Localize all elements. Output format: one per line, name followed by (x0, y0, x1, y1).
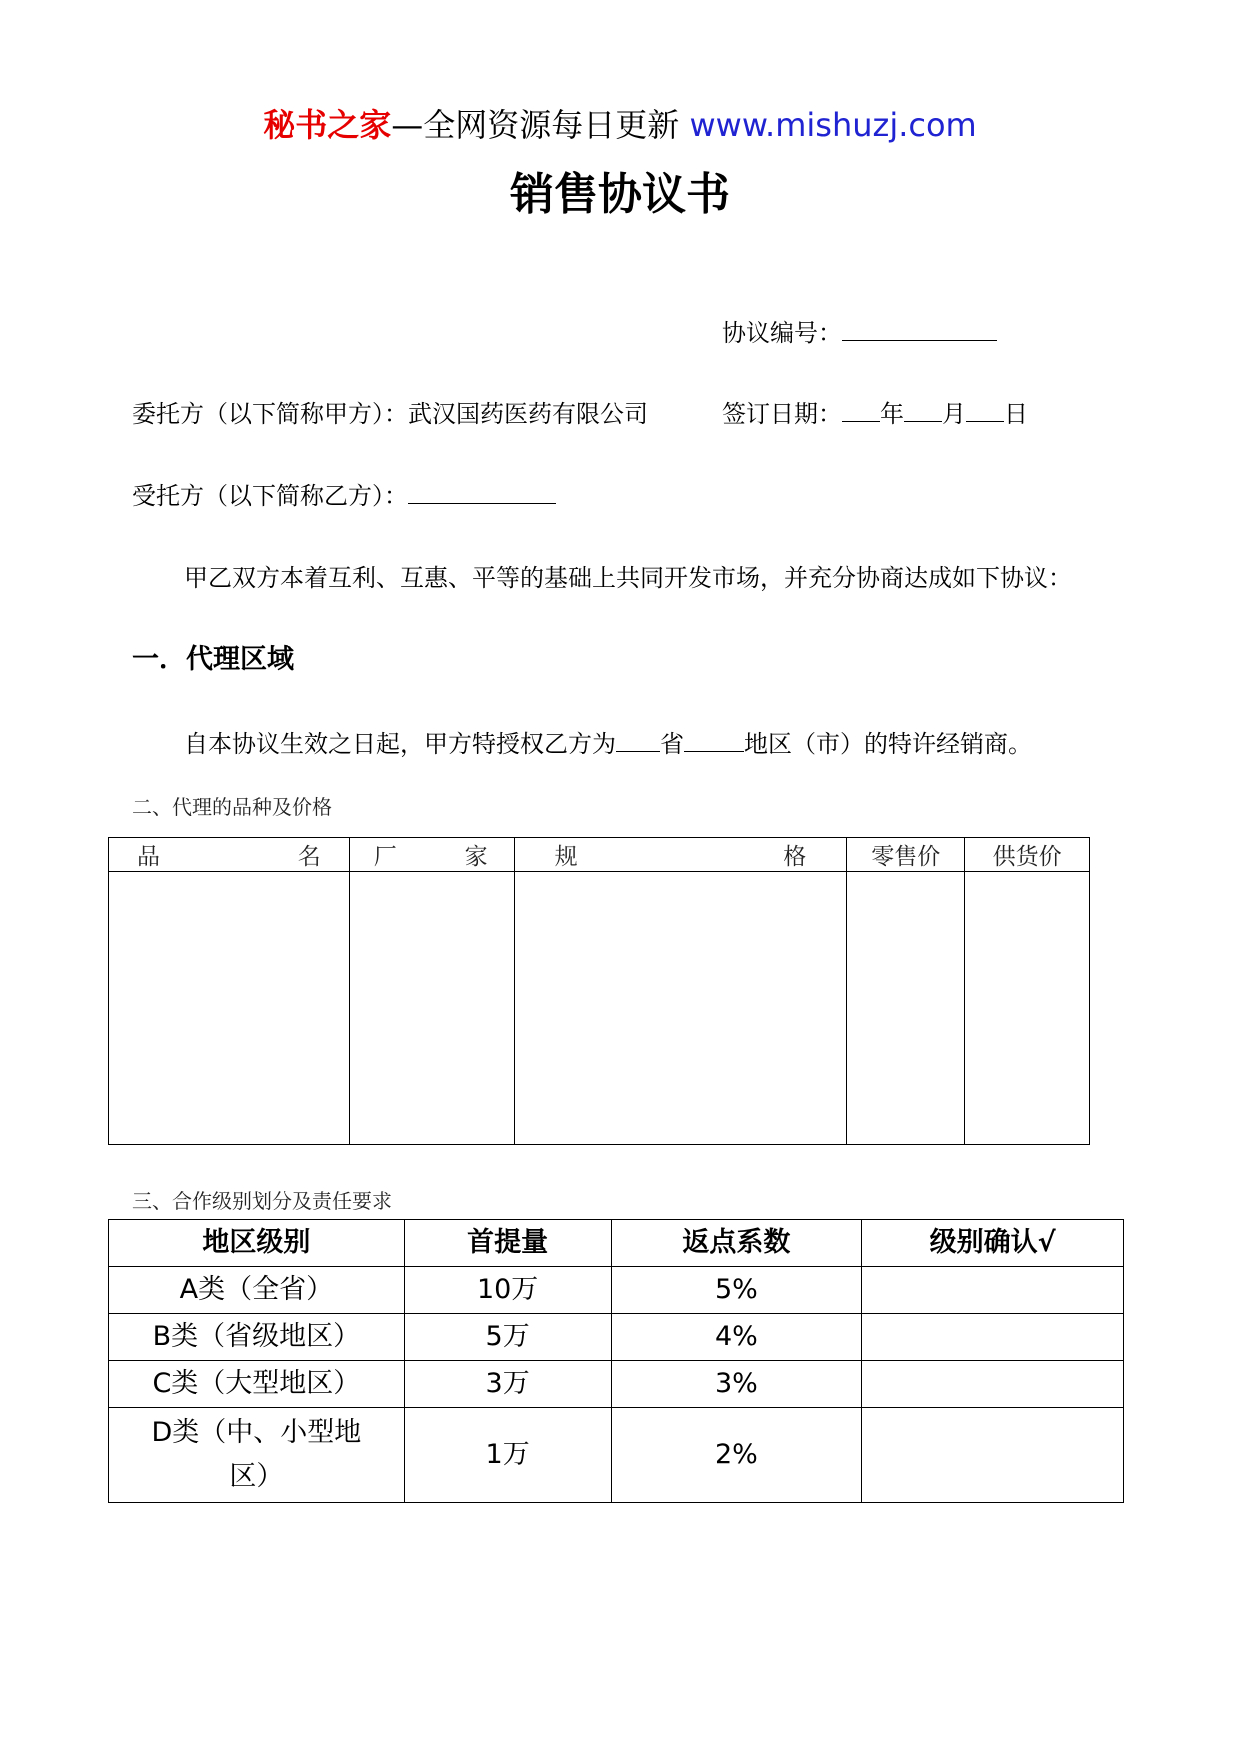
year-blank[interactable] (842, 397, 880, 422)
header-cell-specification (514, 838, 847, 872)
table-row (109, 1267, 1124, 1314)
volume-cell: 1万 (404, 1408, 611, 1503)
level-cell: A类（全省） (109, 1267, 405, 1314)
confirm-cell[interactable] (862, 1267, 1124, 1314)
sign-date-label: 签订日期： (722, 400, 842, 428)
volume-cell: 3万 (404, 1361, 611, 1408)
header-text: 名 (297, 844, 321, 870)
agreement-number-blank[interactable] (842, 316, 997, 341)
agent-label: 受托方（以下简称乙方）： (132, 482, 408, 510)
header-cell-initial-volume: 首提量 (404, 1220, 611, 1267)
volume-cell: 10万 (404, 1267, 611, 1314)
year-label: 年 (880, 400, 904, 428)
header-cell-supply-price: 供货价 (965, 838, 1090, 872)
site-header (0, 100, 1240, 150)
agent-line (132, 478, 556, 514)
rebate-cell: 3% (611, 1361, 862, 1408)
region-blank[interactable] (684, 727, 744, 752)
level-text-line2: 区） (229, 1461, 284, 1492)
level-cell (109, 1408, 405, 1503)
province-blank[interactable] (616, 727, 660, 752)
rebate-cell: 5% (611, 1267, 862, 1314)
header-cell-retail-price: 零售价 (847, 838, 965, 872)
retail-price-cell[interactable] (847, 872, 965, 1145)
specification-cell[interactable] (514, 872, 847, 1145)
table-row (109, 1408, 1124, 1503)
header-text: 品 (137, 844, 160, 870)
header-text: 格 (783, 844, 807, 870)
level-text-line1: D类（中、小型地 (151, 1417, 362, 1448)
client-line: 委托方（以下简称甲方）：武汉国药医药有限公司 (132, 400, 648, 428)
table-header-row (109, 1220, 1124, 1267)
table-row (109, 1361, 1124, 1408)
section1-text-c: 地区（市）的特许经销商。 (744, 730, 1032, 758)
section1-text-b: 省 (660, 730, 684, 758)
month-blank[interactable] (904, 397, 942, 422)
site-link[interactable]: www.mishuzj.com (689, 106, 977, 144)
product-name-cell[interactable] (109, 872, 350, 1145)
supply-price-cell[interactable] (965, 872, 1090, 1145)
confirm-cell[interactable] (862, 1314, 1124, 1361)
day-label: 日 (1004, 400, 1028, 428)
header-text: 规 (554, 844, 578, 870)
header-cell-manufacturer (349, 838, 514, 872)
header-cell-region-level: 地区级别 (109, 1220, 405, 1267)
header-text: 家 (464, 844, 488, 870)
header-cell-level-confirm: 级别确认√ (862, 1220, 1124, 1267)
manufacturer-cell[interactable] (349, 872, 514, 1145)
table-header-row (109, 838, 1090, 872)
month-label: 月 (942, 400, 966, 428)
section3-heading: 三、合作级别划分及责任要求 (132, 1189, 392, 1213)
agent-blank[interactable] (408, 479, 556, 504)
day-blank[interactable] (966, 397, 1004, 422)
section1-text (184, 726, 1032, 762)
document-title: 销售协议书 (510, 169, 730, 220)
confirm-cell[interactable] (862, 1361, 1124, 1408)
section1-heading: 一．代理区域 (132, 644, 294, 675)
header-tagline: —全网资源每日更新 (391, 106, 690, 144)
agreement-number-line (722, 315, 997, 351)
product-price-table (108, 837, 1090, 1145)
level-cell: C类（大型地区） (109, 1361, 405, 1408)
table-row (109, 872, 1090, 1145)
header-cell-rebate: 返点系数 (611, 1220, 862, 1267)
rebate-cell: 2% (611, 1408, 862, 1503)
level-cell: B类（省级地区） (109, 1314, 405, 1361)
sign-date-line (722, 396, 1028, 432)
section1-text-a: 自本协议生效之日起，甲方特授权乙方为 (184, 730, 616, 758)
cooperation-level-table (108, 1219, 1124, 1503)
intro-paragraph: 甲乙双方本着互利、互惠、平等的基础上共同开发市场，并充分协商达成如下协议： (184, 564, 1072, 592)
section2-heading: 二、代理的品种及价格 (132, 795, 332, 819)
agreement-number-label: 协议编号： (722, 319, 842, 347)
confirm-cell[interactable] (862, 1408, 1124, 1503)
brand-name: 秘书之家 (263, 106, 392, 144)
header-cell-product-name (109, 838, 350, 872)
table-row (109, 1314, 1124, 1361)
volume-cell: 5万 (404, 1314, 611, 1361)
rebate-cell: 4% (611, 1314, 862, 1361)
header-text: 厂 (373, 844, 397, 870)
